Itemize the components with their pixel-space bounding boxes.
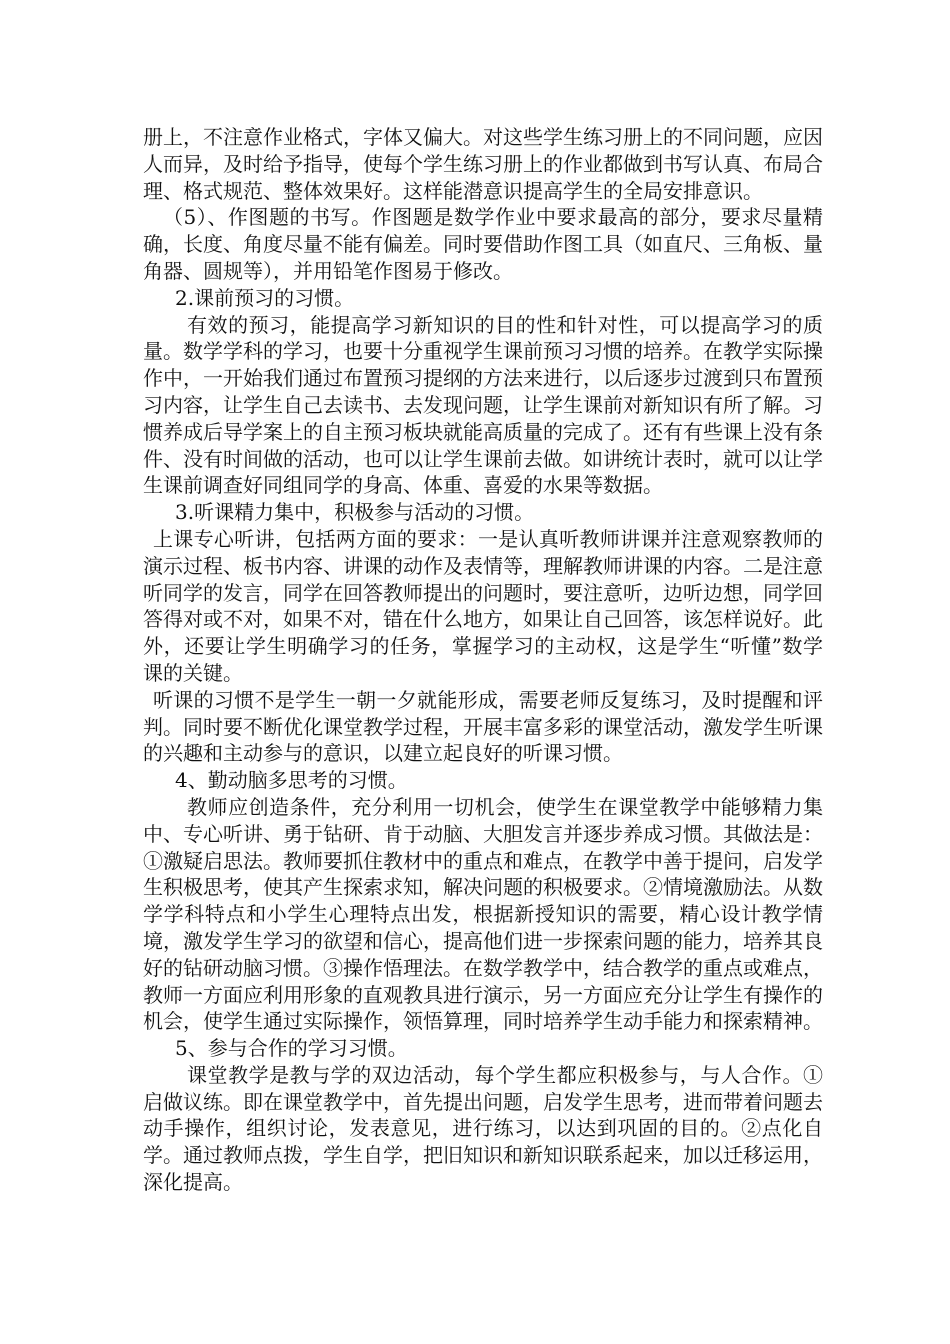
paragraph-thinking-habit: 教师应创造条件，充分利用一切机会，使学生在课堂教学中能够精力集中、专心听讲、勇于钻研、肯于动脑、大胆发言并逐步养成习惯。其做法是：①激疑启思法。教师要抓住教材中的重点和难点，在教学中善于提问，启发学生积极思考，使其产生探索求知，解决问题的积极要求。②情境激励法。从数学学科特点和小学生心理特点出发，根据新授知识的需要，精心设计教学情境，激发学生学习的欲望和信心，提高他们进一步探索问题的能力，培养其良好的钻研动脑习惯。③操作悟理法。在数学教学中，结合教学的重点或难点，教师一方面应利用形象的直观教具进行演示，另一方面应充分让学生有操作的机会，使学生通过实际操作，领悟算理，同时培养学生动手能力和探索精神。 [143, 794, 823, 1034]
paragraph-preview-habit: 有效的预习，能提高学习新知识的目的性和针对性，可以提高学习的质量。数学学科的学习，也要十分重视学生课前预习习惯的培养。在教学实际操作中，一开始我们通过布置预习提纲的方法来进行，以后逐步过渡到只布置预习内容，让学生自己去读书、去发现问题，让学生课前对新知识有所了解。习惯养成后导学案上的自主预习板块就能高质量的完成了。还有有些课上没有条件、没有时间做的活动，也可以让学生课前去做。如讲统计表时，就可以让学生课前调查好同组同学的身高、体重、喜爱的水果等数据。 [143, 312, 823, 498]
heading-preview-habit: 2.课前预习的习惯。 [175, 285, 355, 310]
paragraph-homework-format: 册上，不注意作业格式，字体又偏大。对这些学生练习册上的不同问题，应因人而异，及时给予指导，使每个学生练习册上的作业都做到书写认真、布局合理、格式规范、整体效果好。这样能潜意识提高学生的全局安排意识。 [143, 125, 823, 203]
paragraph-drawing-problems: （5）、作图题的书写。作图题是数学作业中要求最高的部分，要求尽量精确，长度、角度尽量不能有偏差。同时要借助作图工具（如直尺、三角板、量角器、圆规等），并用铅笔作图易于修改。 [143, 205, 823, 283]
paragraph-listening-requirements: 上课专心听讲，包括两方面的要求：一是认真听教师讲课并注意观察教师的演示过程、板书内容、讲课的动作及表情等，理解教师讲课的内容。二是注意听同学的发言，同学在回答教师提出的问题时，要注意听，边听边想，同学回答得对或不对，如果不对，错在什么地方，如果让自己回答，该怎样说好。此外，还要让学生明确学习的任务，掌握学习的主动权，这是学生“听懂”数学课的关键。 [143, 526, 823, 685]
heading-thinking-habit: 4、勤动脑多思考的习惯。 [175, 768, 408, 793]
document-body [143, 124, 823, 1196]
paragraph-cooperation-habit: 课堂教学是教与学的双边活动，每个学生都应积极参与，与人合作。①启做议练。即在课堂教学中，首先提出问题，启发学生思考，进而带着问题去动手操作，组织讨论，发表意见，进行练习，以达到巩固的目的。②点化自学。通过教师点拨，学生自学，把旧知识和新知识联系起来，加以迁移运用，深化提高。 [143, 1062, 823, 1195]
heading-cooperation-habit: 5、参与合作的学习习惯。 [175, 1036, 408, 1061]
paragraph-listening-practice: 听课的习惯不是学生一朝一夕就能形成，需要老师反复练习，及时提醒和评判。同时要不断优化课堂教学过程，开展丰富多彩的课堂活动，激发学生听课的兴趣和主动参与的意识，以建立起良好的听课习惯。 [143, 687, 823, 766]
heading-listening-habit: 3.听课精力集中，积极参与活动的习惯。 [175, 500, 535, 525]
